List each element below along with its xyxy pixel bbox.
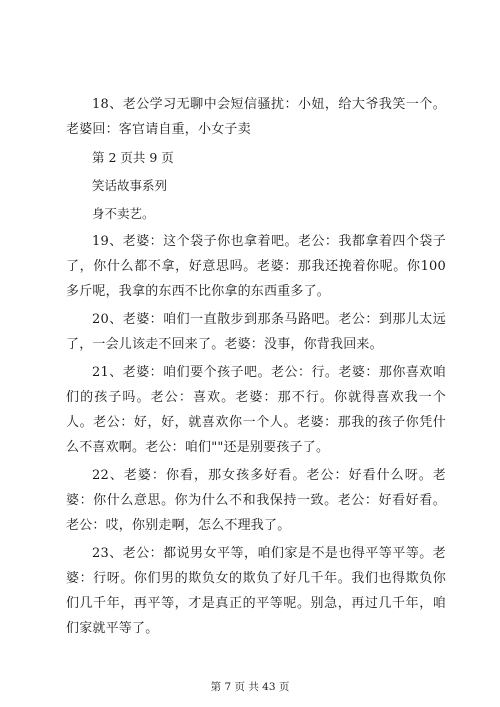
embedded-page-number: 第 2 页共 9 页 [92, 150, 174, 165]
paragraph-18: 18、老公学习无聊中会短信骚扰：小妞，给大爷我笑一个。老婆回：客官请自重，小女子卖 [66, 97, 446, 137]
page-footer: 第 7 页 共 43 页 [210, 681, 290, 693]
paragraph-22: 22、老婆：你看，那女孩多好看。老公：好看什么呀。老婆：你什么意思。你为什么不和我保持一致。老公：好看好看。老公：哎，你别走啊，怎么不理我了。 [66, 468, 446, 533]
document-body [66, 92, 446, 644]
paragraph-23: 23、老公：都说男女平等，咱们家是不是也得平等平等。老婆：行呀。你们男的欺负女的欺负了好几千年。我们也得欺负你们几千年，再平等，才是真正的平等呢。别急，再过几千年，咱们家就平等了。 [66, 546, 446, 636]
paragraph-19: 19、老婆：这个袋子你也拿着吧。老公：我都拿着四个袋子了，你什么都不拿，好意思吗。老婆：那我还挽着你呢。你100多斤呢，我拿的东西不比你拿的东西重多了。 [66, 234, 446, 299]
series-title: 笑话故事系列 [92, 178, 168, 193]
paragraph-20: 20、老婆：咱们一直散步到那条马路吧。老公：到那儿太远了，一会儿该走不回来了。老婆：没事，你背我回来。 [66, 312, 446, 352]
paragraph-21: 21、老婆：咱们要个孩子吧。老公：行。老婆：那你喜欢咱们的孩子吗。老公：喜欢。老婆：那不行。你就得喜欢我一个人。老公：好，好，就喜欢你一个人。老婆：那我的孩子你凭什么不喜欢啊。老公：咱们""还是别要孩子了。 [66, 365, 446, 455]
paragraph-18-continued: 身不卖艺。 [92, 206, 155, 221]
